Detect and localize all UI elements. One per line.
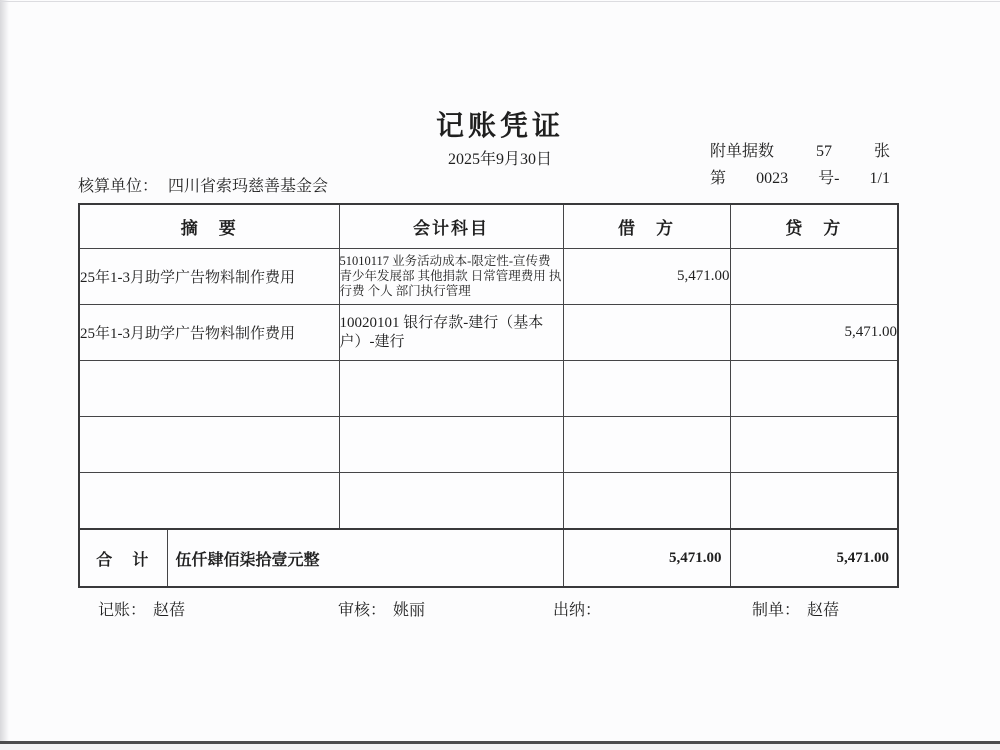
debit-cell	[563, 361, 730, 417]
total-label: 合 计	[79, 529, 167, 587]
credit-cell	[730, 249, 898, 305]
voucher-title: 记账凭证	[435, 111, 564, 142]
account-cell	[339, 417, 563, 473]
accounting-unit-line	[78, 173, 328, 196]
table-row	[79, 305, 898, 361]
accounting-unit-name: 四川省索玛慈善基金会	[168, 178, 329, 195]
total-amount-in-words: 伍仟肆佰柒拾壹元整	[167, 529, 563, 587]
cashier-label: 出纳：	[553, 602, 602, 619]
voucher-number-suffix: 号-	[818, 170, 840, 187]
scan-top-edge-line	[0, 1, 1000, 2]
credit-cell	[730, 473, 898, 530]
column-header-debit: 借 方	[563, 204, 730, 249]
attachment-info-block	[710, 141, 890, 195]
summary-cell: 25年1-3月助学广告物料制作费用	[79, 305, 339, 361]
table-header-row	[79, 204, 898, 249]
credit-cell: 5,471.00	[730, 305, 898, 361]
credit-cell	[730, 417, 898, 473]
scan-background-strip	[0, 744, 1000, 750]
credit-cell	[730, 361, 898, 417]
auditor-name: 姚丽	[393, 602, 426, 619]
table-row	[79, 473, 898, 530]
attachment-count-unit: 张	[873, 143, 890, 160]
account-cell: 10020101 银行存款-建行（基本户）-建行	[339, 305, 563, 361]
debit-cell	[563, 417, 730, 473]
total-row	[79, 529, 898, 587]
auditor-label: 审核：	[338, 602, 387, 619]
summary-cell	[79, 417, 339, 473]
summary-cell	[79, 361, 339, 417]
account-cell: 51010117 业务活动成本-限定性-宣传费 青少年发展部 其他捐款 日常管理费用 执行费 个人 部门执行管理	[339, 249, 563, 305]
voucher-number-prefix: 第	[710, 170, 727, 187]
summary-cell: 25年1-3月助学广告物料制作费用	[79, 249, 339, 305]
column-header-account: 会计科目	[339, 204, 563, 249]
column-header-summary: 摘 要	[79, 204, 339, 249]
signature-row	[0, 597, 1000, 621]
auditor-signature	[338, 597, 425, 620]
table-row	[79, 361, 898, 417]
attachment-count-value: 57	[816, 143, 832, 160]
bookkeeper-name: 赵蓓	[153, 602, 186, 619]
account-cell	[339, 361, 563, 417]
cashier-signature	[553, 597, 608, 620]
voucher-date: 2025年9月30日	[447, 151, 552, 168]
debit-cell	[563, 305, 730, 361]
voucher-table	[78, 203, 899, 588]
preparer-signature	[752, 597, 839, 620]
debit-cell	[563, 473, 730, 530]
total-debit: 5,471.00	[563, 529, 730, 587]
total-credit: 5,471.00	[730, 529, 898, 587]
accounting-unit-label: 核算单位：	[78, 178, 159, 195]
table-row	[79, 249, 898, 305]
column-header-credit: 贷 方	[730, 204, 898, 249]
attachment-count-line	[710, 141, 890, 168]
table-row	[79, 417, 898, 473]
account-cell	[339, 473, 563, 530]
preparer-label: 制单：	[752, 602, 801, 619]
attachment-count-label: 附单据数	[710, 143, 775, 160]
bookkeeper-label: 记账：	[98, 602, 147, 619]
summary-cell	[79, 473, 339, 530]
debit-cell: 5,471.00	[563, 249, 730, 305]
preparer-name: 赵蓓	[807, 602, 840, 619]
voucher-number-value: 0023	[756, 170, 789, 187]
bookkeeper-signature	[98, 597, 185, 620]
voucher-number-line	[710, 168, 890, 195]
voucher-page-number: 1/1	[869, 170, 890, 187]
